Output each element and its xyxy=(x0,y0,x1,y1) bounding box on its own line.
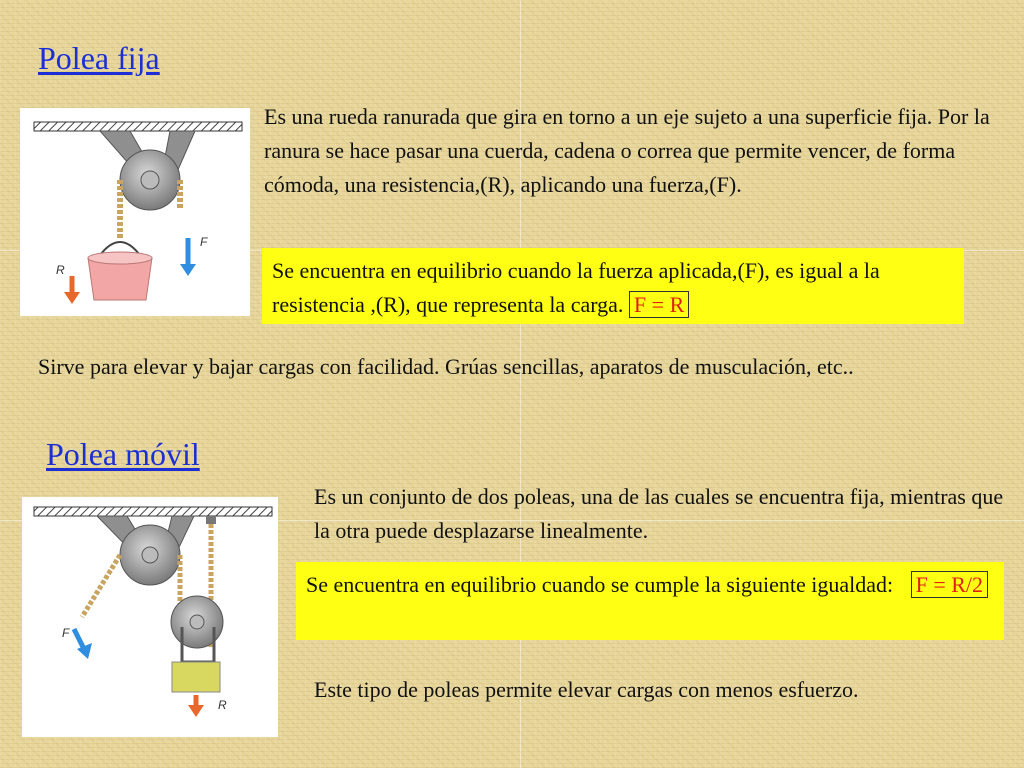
resistance-label: R xyxy=(218,698,227,712)
force-label: F xyxy=(62,626,70,640)
mobile-pulley-formula: F = R/2 xyxy=(911,571,988,598)
section-title-fixed-pulley: Polea fija xyxy=(38,40,160,76)
fixed-pulley-formula: F = R xyxy=(629,291,689,318)
fixed-pulley-description: Es una rueda ranurada que gira en torno a un eje sujeto a una superficie fija. Por la ranura se hace pasar una cuerda, cadena o correa que permite vencer, de forma cómoda, una resistencia,(R), aplicando una fuerza,(F). xyxy=(264,104,990,197)
fixed-pulley-equilibrium-text: Se encuentra en equilibrio cuando la fuerza aplicada,(F), es igual a la resistencia ,(R), que representa la carga. xyxy=(272,258,880,317)
mobile-pulley-illustration xyxy=(22,497,278,737)
mobile-pulley-equilibrium-box xyxy=(296,562,1004,640)
mobile-pulley-advantage: Este tipo de poleas permite elevar cargas con menos esfuerzo. xyxy=(314,677,859,702)
ceiling-icon xyxy=(34,507,272,516)
mobile-pulley-description: Es un conjunto de dos poleas, una de las cuales se encuentra fija, mientras que la otra puede desplazarse linealmente. xyxy=(314,484,1004,543)
load-block-icon xyxy=(172,662,220,692)
mobile-pulley-figure xyxy=(22,497,278,737)
fixed-pulley-figure xyxy=(20,108,250,316)
fixed-pulley-equilibrium-box xyxy=(262,248,964,324)
ceiling-icon xyxy=(34,122,242,131)
fixed-pulley-illustration xyxy=(20,108,250,316)
fixed-pulley-uses: Sirve para elevar y bajar cargas con facilidad. Grúas sencillas, aparatos de musculación, etc.. xyxy=(38,354,854,379)
force-label: F xyxy=(200,235,208,249)
section-title-mobile-pulley: Polea móvil xyxy=(46,436,200,472)
resistance-label: R xyxy=(56,263,65,277)
mobile-pulley-equilibrium-text: Se encuentra en equilibrio cuando se cumple la siguiente igualdad: xyxy=(306,572,894,597)
force-arrow-icon xyxy=(74,629,84,649)
